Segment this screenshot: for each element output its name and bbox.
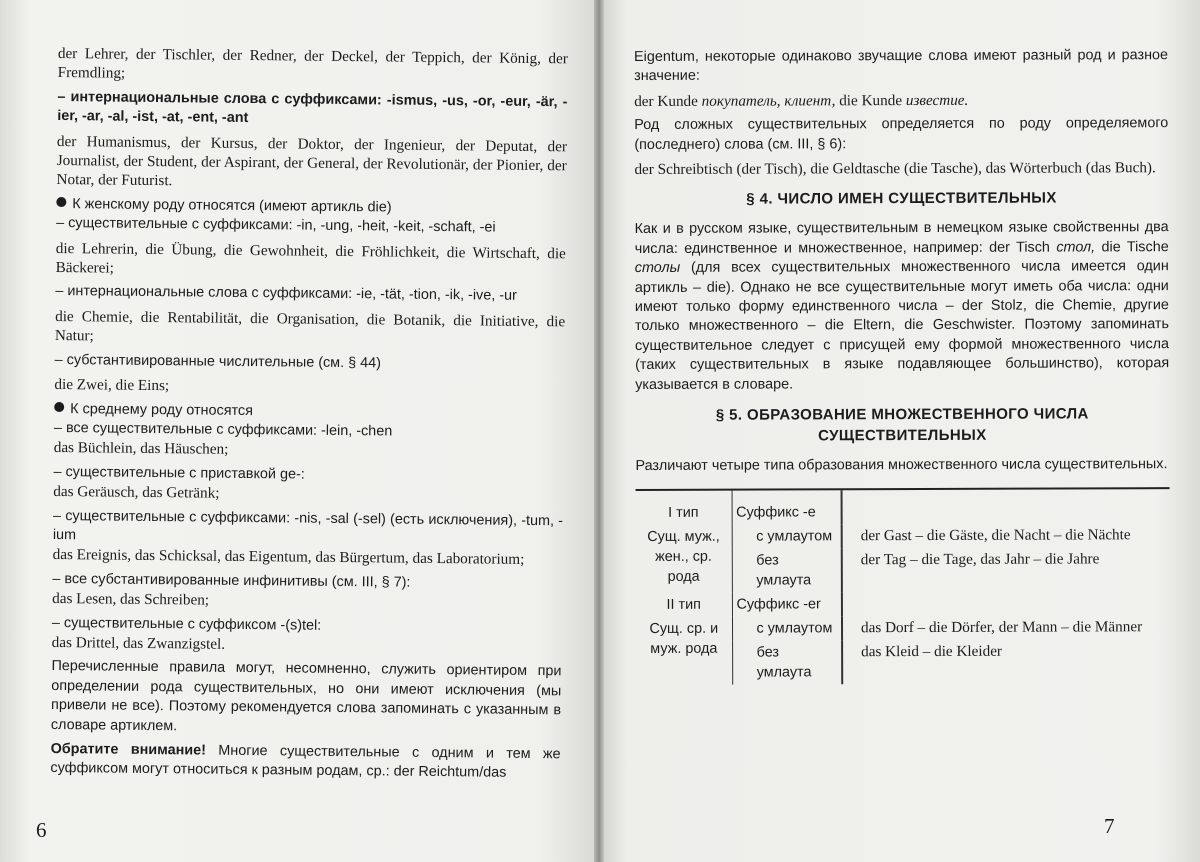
left-page-content	[50, 44, 568, 789]
text-line: die Zwei, die Eins;	[54, 376, 170, 395]
no-umlaut-label: без умлаута	[756, 551, 812, 589]
text-line: der Lehrer, der Tischler, der Redner, der Deckel, der Teppich, der König, der Fremdling;	[57, 44, 568, 83]
umlaut-label: с умлаутом	[756, 619, 833, 637]
text-line: das Geräusch, das Getränk;	[53, 483, 220, 502]
page-number: 6	[36, 818, 47, 842]
text-line: – все существительные с суффиксами: -lein, -chen	[53, 419, 393, 440]
example-cell: der Gast – die Gäste, die Nacht – die Nächte	[860, 525, 1131, 544]
no-umlaut-label: без умлаута	[756, 643, 812, 681]
translation: столы	[634, 260, 681, 277]
text-part: (для всех существительных множественного числа имеется один артикль – die). Однако не все существительные могут иметь оба числа: одни имеют только форму единственного числа – der Stolz, die Chemie, другие только множественного – die Eltern, die Geschwister. Поэтому запоминать существительное следует с присущей ему формой множественного числа (таких существительных в языке подавляющее большинство), которая указывается в словаре.	[634, 258, 1170, 393]
gender-cell: Сущ. ср. и муж. рода	[636, 616, 732, 684]
note-text: Многие существительные с одним и тем же суффиксом могут относиться к разным родам, ср.: der Reichtum/das	[50, 742, 561, 782]
text-line: das Ereignis, das Schicksal, das Eigentum, das Bürgertum, das Laboratorium;	[52, 546, 525, 569]
example-cell	[842, 591, 1170, 616]
text-line: das Drittel, das Zwanzigstel.	[51, 633, 226, 653]
text-line: die Lehrerin, die Übung, die Gewohnheit, die Fröhlichkeit, die Wirtschaft, die Bäckerei;	[55, 239, 566, 277]
section-heading-4: § 4. ЧИСЛО ИМЕН СУЩЕСТВИТЕЛЬНЫХ	[746, 189, 1057, 209]
text-line: das Büchlein, das Häuschen;	[53, 439, 229, 459]
text-line: – существительные с суффиксами: -nis, -sal (-sel) (есть исключения), -tum, -ium	[52, 507, 564, 544]
suffix-cell: Суффикс -e	[732, 490, 842, 524]
text-line: – существительные с суффиксами: -in, -ung, -heit, -keit, -schaft, -ei	[56, 215, 496, 236]
umlaut-label: с умлаутом	[756, 527, 833, 545]
text-line: Род сложных существительных определяется по роду определяемого (последнего) слова (см. III, § 6):	[634, 115, 1169, 153]
text-line: – существительные с приставкой ge-:	[53, 463, 305, 483]
table-row	[636, 523, 1170, 549]
text-part: Как и в русском языке, существительным в немецком языке свойственны два числа: единственное и множественное, например: der Tisch	[634, 219, 1169, 257]
paragraph	[635, 219, 1170, 396]
translation: известие.	[905, 91, 969, 109]
translation: покупатель, клиент,	[701, 92, 836, 110]
note-label: Обратите внимание!	[50, 740, 207, 759]
example-cell: das Dorf – die Dörfer, der Mann – die Männer	[860, 617, 1143, 636]
text-line: Перечисленные правила могут, несомненно, служить ориентиром при определении рода существительных, но они имеют исключения (мы привели не все). Поэтому рекомендуется слова запоминать с указанным в словаре артиклем.	[50, 658, 562, 734]
bullet-icon	[56, 197, 66, 207]
text-line: der Schreibtisch (der Tisch), die Geldtasche (die Tasche), das Wörterbuch (das Buch).	[634, 159, 1156, 179]
de-word: die Kunde	[835, 91, 906, 110]
text-line: der Humanismus, der Kursus, der Doktor, der Ingenieur, der Deputat, der Journalist, der Student, der Aspirant, der General, der Revolutionär, der Pionier, der Notar, der Futurist.	[56, 132, 568, 190]
de-word: der Kunde	[634, 92, 702, 110]
note-paragraph	[50, 740, 560, 784]
text-line: – интернациональные слова с суффиксами: -ie, -tät, -tion, -ik, -ive, -ur	[55, 283, 517, 305]
suffix-cell: Суффикс -er	[732, 592, 842, 616]
heading-text: К женскому роду относятся (имеют артикль die)	[72, 196, 392, 216]
umlaut-cell	[732, 616, 842, 640]
text-line: – все субстантивированные инфинитивы (см. III, § 7):	[52, 570, 411, 591]
section-heading-5: § 5. ОБРАЗОВАНИЕ МНОЖЕСТВЕННОГО ЧИСЛА СУЩЕСТВИТЕЛЬНЫХ	[715, 405, 1089, 445]
text-line: die Chemie, die Rentabilität, die Organisation, die Botanik, die Initiative, die Natur;	[54, 307, 566, 345]
right-page	[598, 0, 1200, 862]
type-cell: I тип	[636, 490, 732, 524]
bullet-icon	[54, 401, 64, 411]
translation: стол,	[1056, 239, 1096, 256]
text-line: Различают четыре типа образования множественного числа существительных.	[635, 456, 1168, 475]
example-cell: der Tag – die Tage, das Jahr – die Jahre	[860, 549, 1100, 568]
text-line: – интернациональные слова с суффиксами: -ismus, -us, -or, -eur, -är, -ier, -ar, -al, -ist, -at, -ent, -ant	[57, 88, 568, 127]
left-page	[0, 0, 598, 862]
example-cell: das Kleid – die Kleider	[861, 642, 1003, 660]
text-line	[634, 90, 1168, 111]
page-number: 7	[1104, 814, 1115, 838]
table-row	[636, 591, 1170, 617]
plural-types-table	[636, 489, 1171, 685]
book-gutter	[594, 0, 604, 862]
gender-cell: Сущ. муж., жен., ср. рода	[636, 524, 732, 592]
table-row	[636, 615, 1170, 641]
table-row	[636, 489, 1170, 525]
umlaut-cell	[732, 524, 842, 548]
umlaut-cell	[732, 640, 842, 684]
type-cell: II тип	[636, 592, 732, 616]
umlaut-cell	[732, 548, 842, 592]
text-line: – существительные с суффиксом -(s)tel:	[51, 614, 322, 634]
text-line: – субстантивированные числительные (см. § 44)	[54, 351, 382, 372]
text-line: das Lesen, das Schreiben;	[52, 590, 210, 609]
heading-text: К среднему роду относятся	[70, 400, 254, 419]
example-cell	[842, 489, 1170, 524]
text-line: Eigentum, некоторые одинаково звучащие слова имеют разный род и разное значение:	[634, 47, 1169, 85]
right-page-content	[634, 46, 1170, 684]
text-part: die Tische	[1095, 238, 1169, 256]
